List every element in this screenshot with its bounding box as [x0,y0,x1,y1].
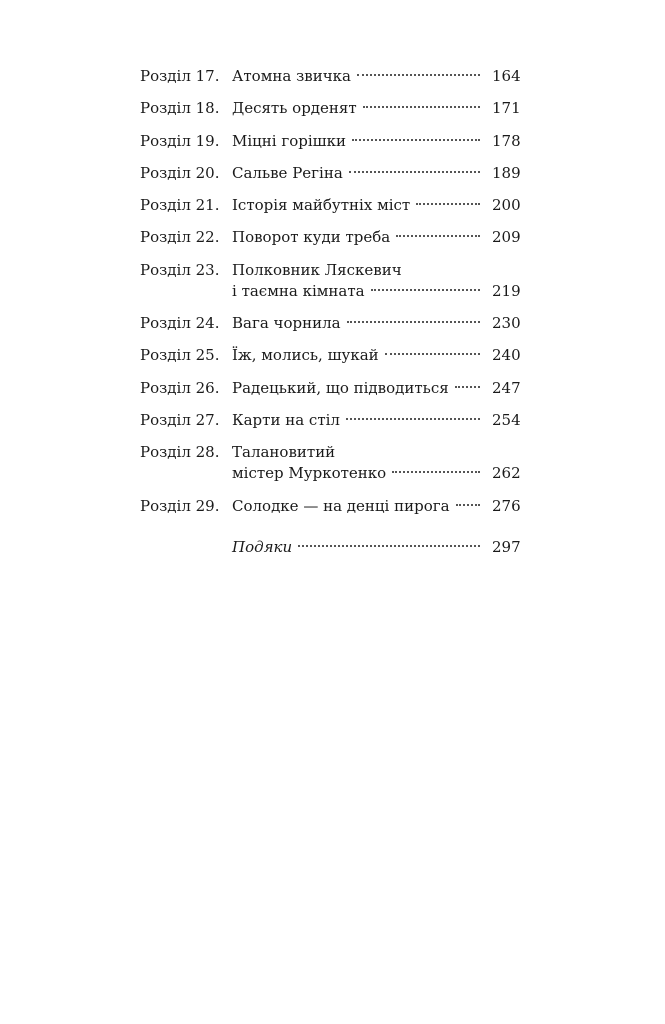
toc-entry-28 [140,442,520,484]
dot-leader [347,321,480,323]
chapter-number: Розділ 20. [140,163,220,182]
page-number: 276 [492,496,521,515]
chapter-title: Атомна звичка [232,67,351,85]
toc-entry-21 [140,195,520,216]
page-number: 254 [492,410,521,429]
chapter-number: Розділ 28. [140,443,220,462]
chapter-number: Розділ 29. [140,496,220,515]
page-number: 219 [492,281,521,300]
toc-entry-17 [140,66,520,87]
dot-leader [392,471,480,473]
chapter-title-line-2: містер Муркотенко [232,464,387,483]
dot-leader [456,504,480,506]
chapter-number: Розділ 27. [140,410,220,429]
chapter-title: Солодке — на денці пирога [232,496,450,515]
chapter-title-line-2: і таємна кімната [232,281,365,300]
table-of-contents [140,66,520,569]
toc-entry-20 [140,163,520,184]
chapter-title: Вага чорнила [232,314,341,333]
toc-entry-29 [140,496,520,517]
chapter-number: Розділ 21. [140,196,220,215]
toc-entry-acknowledgements [140,537,520,558]
page-number: 262 [492,464,521,483]
chapter-title-line-1: Талановитий [232,443,336,462]
chapter-number: Розділ 26. [140,378,220,397]
toc-entry-26 [140,378,520,399]
page-number: 164 [492,67,521,85]
toc-entry-18 [140,98,520,119]
page-number: 240 [492,346,521,365]
page-number: 297 [492,537,521,556]
chapter-title: Сальве Регіна [232,163,343,182]
dot-leader [363,106,480,108]
chapter-title: Десять орденят [232,99,357,118]
toc-entry-22 [140,227,520,248]
chapter-title: Поворот куди треба [232,228,391,247]
dot-leader [346,418,480,420]
page-number: 230 [492,314,521,333]
chapter-title: Їж, молись, шукай [232,346,379,365]
toc-entry-25 [140,345,520,366]
chapter-title: Радецький, що підводиться [232,378,449,397]
chapter-number: Розділ 24. [140,314,220,333]
chapter-number: Розділ 18. [140,99,220,118]
chapter-number: Розділ 22. [140,228,220,247]
dot-leader [396,235,480,237]
dot-leader [352,139,480,141]
chapter-title-line-1: Полковник Ляскевич [232,260,402,279]
chapter-title: Історія майбутніх міст [232,196,411,215]
dot-leader [298,545,480,547]
page-number: 178 [492,131,521,150]
chapter-number: Розділ 25. [140,346,220,365]
dot-leader [357,74,480,76]
toc-entry-23 [140,260,520,302]
chapter-number: Розділ 17. [140,67,220,85]
chapter-number: Розділ 23. [140,260,220,279]
toc-entry-27 [140,410,520,431]
chapter-number: Розділ 19. [140,131,220,150]
page-number: 209 [492,228,521,247]
dot-leader [349,171,480,173]
dot-leader [416,203,480,205]
page-number: 200 [492,196,521,215]
toc-entry-24 [140,313,520,334]
acknowledgements-title: Подяки [232,537,293,556]
chapter-title: Карти на стіл [232,410,340,429]
toc-entry-19 [140,131,520,152]
page-number: 247 [492,378,521,397]
dot-leader [385,353,480,355]
page-number: 189 [492,163,521,182]
page-number: 171 [492,99,521,118]
chapter-title: Міцні горішки [232,131,346,150]
dot-leader [371,289,480,291]
dot-leader [455,386,480,388]
